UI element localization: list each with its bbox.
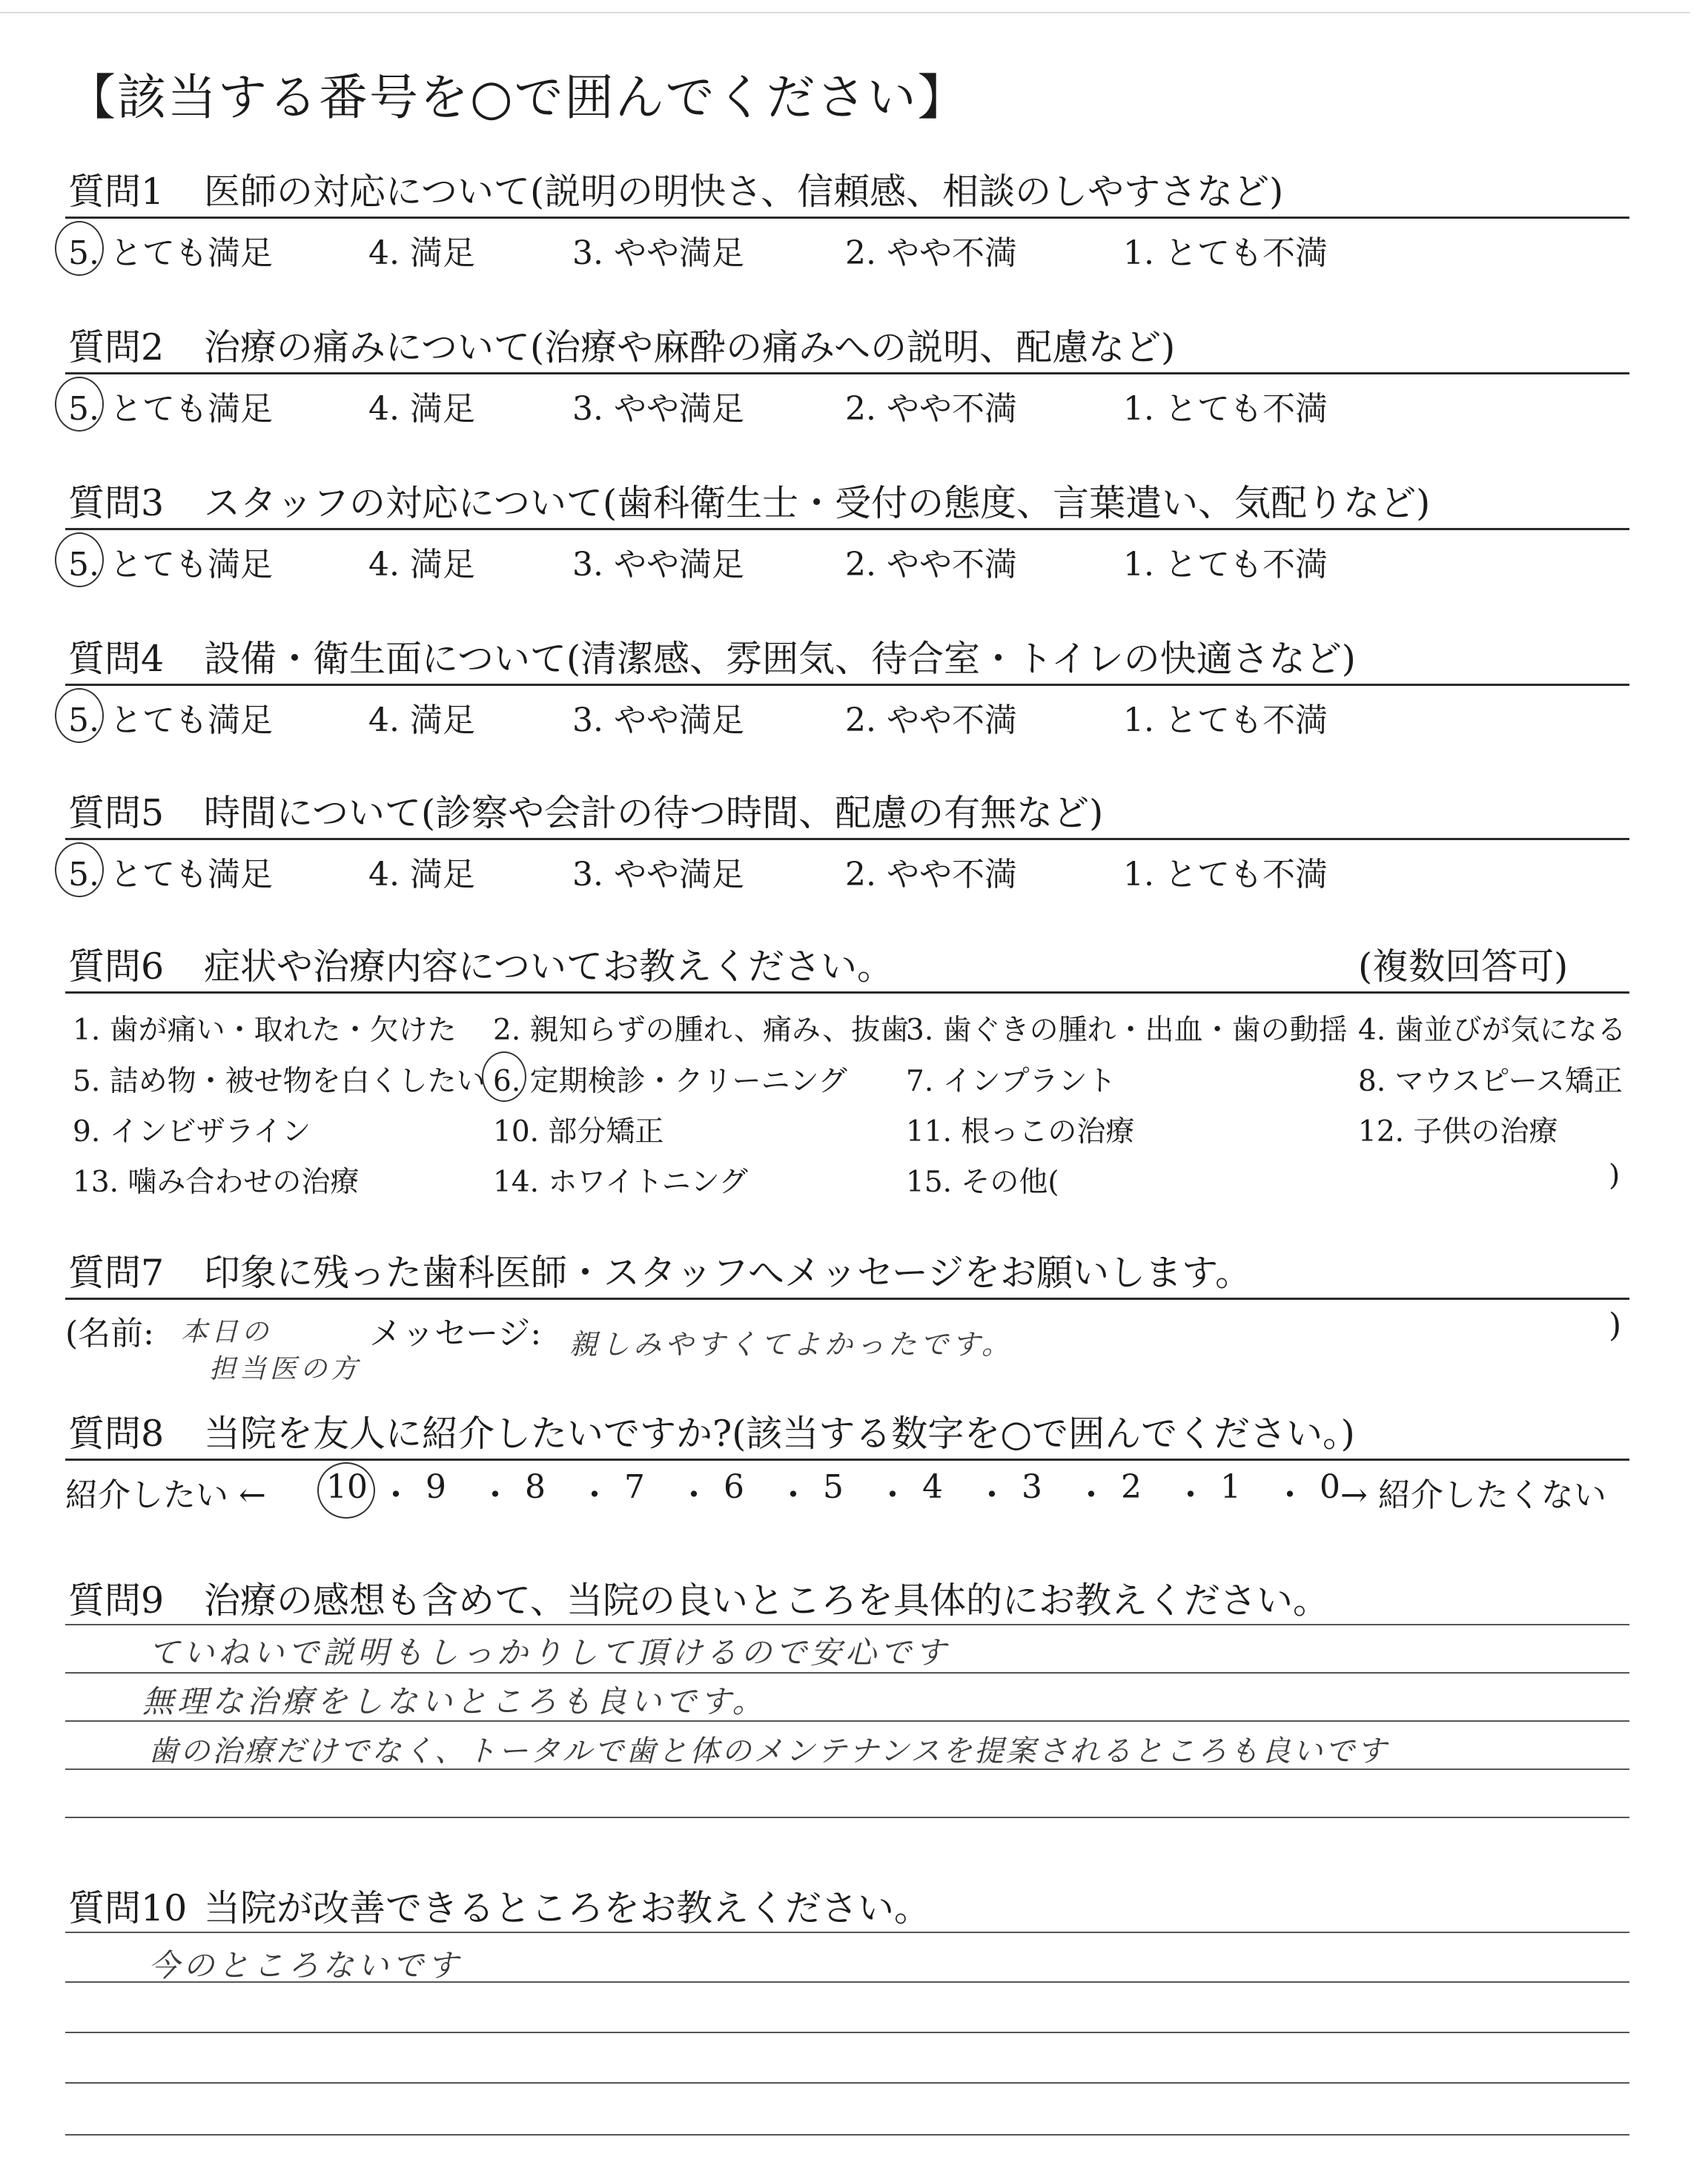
q7-close-paren: ) bbox=[1609, 1307, 1622, 1344]
q6-label: 質問6 bbox=[68, 945, 165, 988]
q8-separator: ・ bbox=[1274, 1476, 1306, 1514]
q1-opt2[interactable]: 2. やや不満 bbox=[845, 234, 1017, 272]
q6-option-15-close: ) bbox=[1609, 1159, 1621, 1192]
q8-separator: ・ bbox=[578, 1476, 611, 1514]
q7-name-label: (名前: bbox=[65, 1315, 154, 1353]
q7-name-value-line1: 本日の bbox=[181, 1317, 273, 1347]
q8-separator: ・ bbox=[380, 1476, 412, 1514]
q8-left-label: 紹介したい ← bbox=[65, 1476, 266, 1514]
q1-opt4[interactable]: 4. 満足 bbox=[368, 234, 475, 272]
q9-text: 治療の感想も含めて、当院の良いところを具体的にお教えください。 bbox=[204, 1579, 1330, 1622]
q2-opt4[interactable]: 4. 満足 bbox=[368, 390, 475, 428]
q8-number-9[interactable]: 9 bbox=[426, 1468, 446, 1506]
q8-number-6[interactable]: 6 bbox=[724, 1468, 744, 1506]
q10-rule-3 bbox=[65, 2032, 1629, 2033]
q6-option-5[interactable]: 5. 詰め物・被せ物を白くしたい bbox=[73, 1065, 486, 1098]
q8-number-10[interactable]: 10 bbox=[326, 1468, 368, 1506]
q5-text: 時間について(診察や会計の待つ時間、配慮の有無など) bbox=[204, 792, 1104, 834]
q4-opt5[interactable]: 5. とても満足 bbox=[68, 701, 273, 739]
q9-answer-line-3[interactable]: 歯の治療だけでなく、トータルで歯と体のメンテナンスを提案されるところも良いです bbox=[148, 1734, 1388, 1768]
q1-rule bbox=[65, 217, 1629, 219]
q4-rule bbox=[65, 684, 1629, 686]
q8-text: 当院を友人に紹介したいですか?(該当する数字を○で囲んでください。) bbox=[204, 1413, 1355, 1455]
q8-separator: ・ bbox=[1174, 1476, 1207, 1514]
q3-rule bbox=[65, 528, 1629, 530]
q8-separator: ・ bbox=[976, 1476, 1008, 1514]
q8-rule bbox=[65, 1459, 1629, 1461]
q10-rule-4 bbox=[65, 2082, 1629, 2084]
q8-number-8[interactable]: 8 bbox=[525, 1468, 546, 1506]
q8-separator: ・ bbox=[876, 1476, 909, 1514]
q8-number-3[interactable]: 3 bbox=[1022, 1468, 1042, 1506]
q1-text: 医師の対応について(説明の明快さ、信頼感、相談のしやすさなど) bbox=[204, 171, 1284, 213]
q8-number-2[interactable]: 2 bbox=[1121, 1468, 1142, 1506]
q10-text: 当院が改善できるところをお教えください。 bbox=[204, 1887, 931, 1929]
q3-text: スタッフの対応について(歯科衛生士・受付の態度、言葉遣い、気配りなど) bbox=[204, 482, 1431, 524]
q10-rule-5 bbox=[65, 2134, 1629, 2136]
q1-opt3[interactable]: 3. やや満足 bbox=[572, 234, 744, 272]
q6-option-6[interactable]: 6. 定期検診・クリーニング bbox=[493, 1065, 847, 1098]
q2-label: 質問2 bbox=[68, 326, 165, 369]
q2-opt3[interactable]: 3. やや満足 bbox=[572, 390, 744, 428]
q2-opt1[interactable]: 1. とても不満 bbox=[1123, 390, 1328, 428]
q6-option-3[interactable]: 3. 歯ぐきの腫れ・出血・歯の動揺 bbox=[906, 1014, 1348, 1047]
q10-answer-line-1[interactable]: 今のところないです bbox=[148, 1947, 463, 1984]
q4-opt2[interactable]: 2. やや不満 bbox=[845, 701, 1017, 739]
q5-rule bbox=[65, 838, 1629, 840]
q8-label: 質問8 bbox=[68, 1413, 165, 1455]
q9-rule-1 bbox=[65, 1624, 1629, 1625]
q10-label: 質問10 bbox=[68, 1887, 188, 1929]
page-top-edge bbox=[0, 12, 1690, 13]
q4-label: 質問4 bbox=[68, 638, 165, 680]
q6-rule bbox=[65, 991, 1629, 994]
q8-number-4[interactable]: 4 bbox=[922, 1468, 943, 1506]
q5-opt4[interactable]: 4. 満足 bbox=[368, 856, 475, 894]
q6-option-4[interactable]: 4. 歯並びが気になる bbox=[1358, 1014, 1626, 1047]
page-title: 【該当する番号を○で囲んでください】 bbox=[67, 69, 968, 126]
q6-text: 症状や治療内容についてお教えください。 bbox=[204, 945, 894, 988]
q8-number-7[interactable]: 7 bbox=[624, 1468, 645, 1506]
q7-message-value[interactable]: 親しみやすくてよかったです。 bbox=[569, 1328, 1013, 1361]
q5-opt1[interactable]: 1. とても不満 bbox=[1123, 856, 1328, 894]
q6-option-1[interactable]: 1. 歯が痛い・取れた・欠けた bbox=[73, 1014, 457, 1047]
q4-opt3[interactable]: 3. やや満足 bbox=[572, 701, 744, 739]
q8-separator: ・ bbox=[479, 1476, 512, 1514]
q8-selected-circle bbox=[317, 1462, 375, 1519]
q3-selected-circle bbox=[55, 532, 104, 587]
q3-opt5[interactable]: 5. とても満足 bbox=[68, 546, 273, 584]
q2-opt5[interactable]: 5. とても満足 bbox=[68, 390, 273, 428]
q2-opt2[interactable]: 2. やや不満 bbox=[845, 390, 1017, 428]
q5-selected-circle bbox=[55, 842, 104, 897]
q9-label: 質問9 bbox=[68, 1579, 165, 1622]
q8-number-5[interactable]: 5 bbox=[823, 1468, 844, 1506]
q6-option-13[interactable]: 13. 噛み合わせの治療 bbox=[73, 1166, 360, 1199]
q6-note: (複数回答可) bbox=[1358, 945, 1569, 988]
q8-number-0[interactable]: 0 bbox=[1320, 1468, 1340, 1506]
q6-option-14[interactable]: 14. ホワイトニング bbox=[493, 1166, 748, 1199]
q6-option-12[interactable]: 12. 子供の治療 bbox=[1358, 1115, 1558, 1149]
q4-opt4[interactable]: 4. 満足 bbox=[368, 701, 475, 739]
q6-option-7[interactable]: 7. インプラント bbox=[906, 1065, 1116, 1098]
q6-option-2[interactable]: 2. 親知らずの腫れ、痛み、抜歯 bbox=[493, 1014, 910, 1047]
q2-selected-circle bbox=[55, 377, 104, 432]
q4-selected-circle bbox=[55, 688, 104, 743]
q5-label: 質問5 bbox=[68, 792, 165, 834]
q3-label: 質問3 bbox=[68, 482, 165, 524]
q8-separator: ・ bbox=[777, 1476, 810, 1514]
q9-answer-line-1[interactable]: ていねいで説明もしっかりして頂けるので安心です bbox=[148, 1634, 950, 1671]
q6-option-8[interactable]: 8. マウスピース矯正 bbox=[1358, 1065, 1623, 1098]
q6-selected-circle bbox=[482, 1051, 526, 1102]
q8-number-1[interactable]: 1 bbox=[1220, 1468, 1241, 1506]
q8-separator: ・ bbox=[678, 1476, 710, 1514]
q7-label: 質問7 bbox=[68, 1252, 165, 1294]
q9-rule-5 bbox=[65, 1817, 1629, 1818]
q1-opt1[interactable]: 1. とても不満 bbox=[1123, 234, 1328, 272]
q2-text: 治療の痛みについて(治療や麻酔の痛みへの説明、配慮など) bbox=[204, 326, 1176, 369]
q1-opt5[interactable]: 5. とても満足 bbox=[68, 234, 273, 272]
q9-answer-line-2[interactable]: 無理な治療をしないところも良いです。 bbox=[142, 1683, 767, 1720]
q6-option-15[interactable]: 15. その他( bbox=[906, 1166, 1059, 1199]
q5-opt2[interactable]: 2. やや不満 bbox=[845, 856, 1017, 894]
q2-rule bbox=[65, 372, 1629, 374]
q4-text: 設備・衛生面について(清潔感、雰囲気、待合室・トイレの快適さなど) bbox=[204, 638, 1356, 680]
q3-opt2[interactable]: 2. やや不満 bbox=[845, 546, 1017, 584]
q1-label: 質問1 bbox=[68, 171, 165, 213]
q5-opt3[interactable]: 3. やや満足 bbox=[572, 856, 744, 894]
q7-name-value-line2: 担当医の方 bbox=[209, 1354, 362, 1384]
q7-text: 印象に残った歯科医師・スタッフへメッセージをお願いします。 bbox=[204, 1252, 1252, 1294]
q4-opt1[interactable]: 1. とても不満 bbox=[1123, 701, 1328, 739]
q8-separator: ・ bbox=[1075, 1476, 1108, 1514]
q3-opt1[interactable]: 1. とても不満 bbox=[1123, 546, 1328, 584]
q6-option-11[interactable]: 11. 根っこの治療 bbox=[906, 1115, 1135, 1149]
q3-opt3[interactable]: 3. やや満足 bbox=[572, 546, 744, 584]
q5-opt5[interactable]: 5. とても満足 bbox=[68, 856, 273, 894]
q3-opt4[interactable]: 4. 満足 bbox=[368, 546, 475, 584]
q1-selected-circle bbox=[55, 221, 104, 276]
q7-rule bbox=[65, 1298, 1629, 1300]
q6-option-9[interactable]: 9. インビザライン bbox=[73, 1115, 311, 1149]
q8-right-label: → 紹介したくない bbox=[1340, 1476, 1606, 1514]
q6-option-10[interactable]: 10. 部分矯正 bbox=[493, 1115, 664, 1149]
q10-rule-1 bbox=[65, 1932, 1629, 1933]
q7-message-label: メッセージ: bbox=[369, 1315, 542, 1353]
